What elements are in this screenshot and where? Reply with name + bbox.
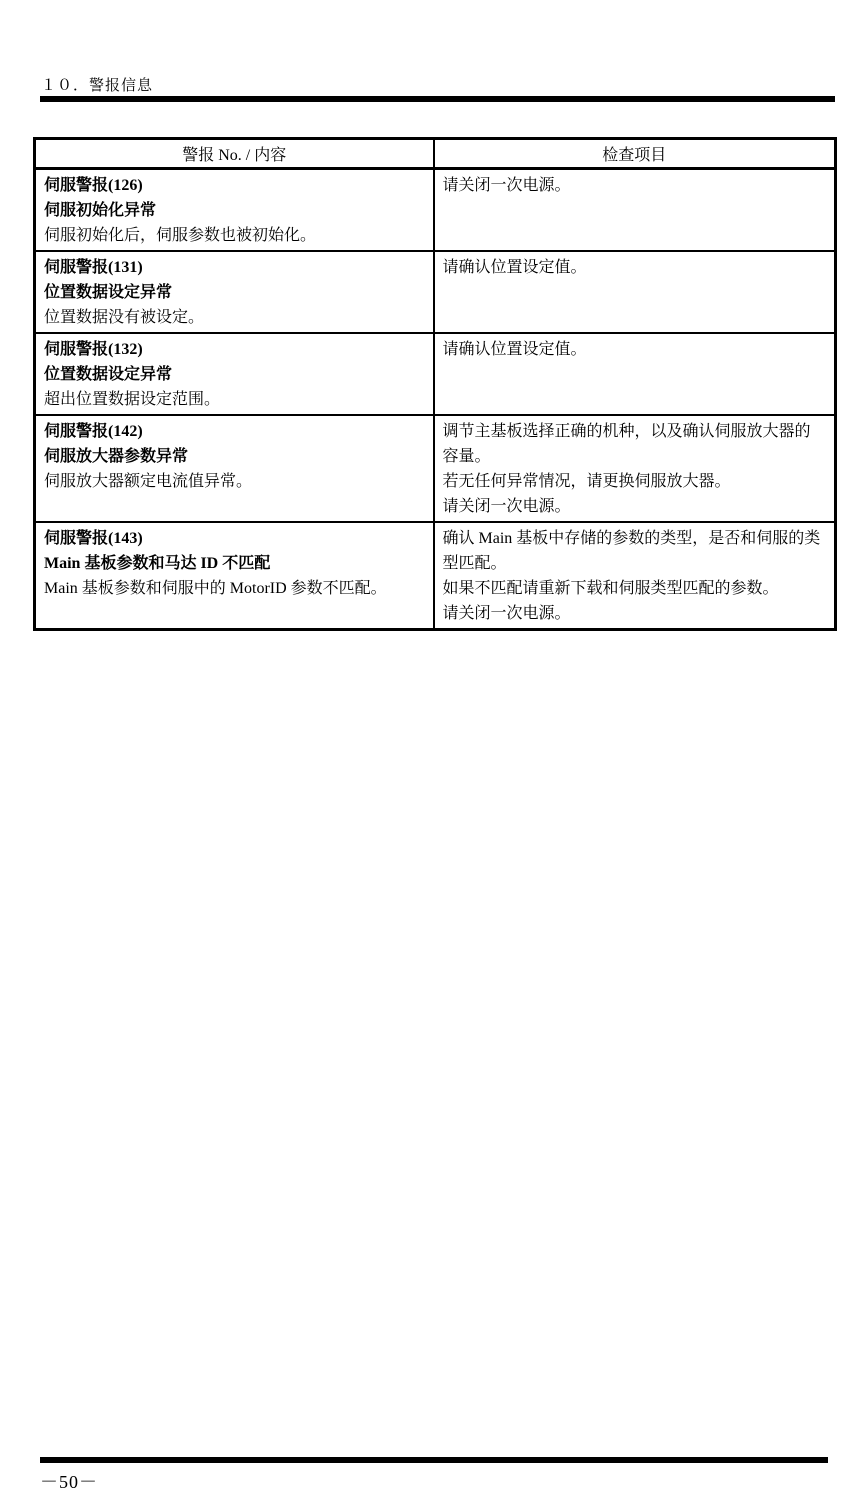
check-item-line: 请关闭一次电源。 [442,498,571,515]
check-items [443,255,827,280]
table-row [35,415,836,522]
alarm-cell [35,522,434,630]
check-item-line: 如果不匹配请重新下载和伺服类型匹配的参数。 [442,580,779,597]
alarm-desc-line: 伺服放大器额定电流值异常。 [44,473,253,490]
alarm-name: 伺服放大器参数异常 [44,448,189,465]
alarm-name: Main 基板参数和马达 ID 不匹配 [44,555,271,572]
check-cell [434,251,836,333]
check-items [443,337,827,362]
alarm-description [44,387,425,412]
alarm-title: 伺服警报(142) [44,423,143,440]
alarm-cell [35,251,434,333]
check-items [443,419,827,519]
alarm-name: 伺服初始化异常 [44,202,157,219]
alarm-title: 伺服警报(132) [44,341,143,358]
alarm-title: 伺服警报(131) [44,259,143,276]
table-row [35,522,836,630]
header-rule [40,96,835,102]
alarm-cell [35,333,434,415]
check-item-line: 请确认位置设定值。 [442,341,587,358]
alarm-description [44,223,425,248]
table-row [35,333,836,415]
alarm-name: 位置数据设定异常 [44,284,173,301]
check-cell [434,333,836,415]
alarm-desc-line: 伺服初始化后，伺服参数也被初始化。 [44,227,317,244]
check-item-line: 请确认位置设定值。 [442,259,587,276]
alarm-title: 伺服警报(126) [44,177,143,194]
alarm-description [44,305,425,330]
alarm-desc-line: 超出位置数据设定范围。 [44,391,221,408]
alarm-cell [35,169,434,252]
alarm-cell [35,415,434,522]
check-cell [434,522,836,630]
alarm-desc-line: 位置数据没有被设定。 [44,309,205,326]
check-item-line: 请关闭一次电源。 [442,177,571,194]
check-item-line: 确认 Main 基板中存储的参数的类型，是否和伺服的类型匹配。 [442,530,821,572]
check-item-line: 调节主基板选择正确的机种，以及确认伺服放大器的容量。 [442,423,811,465]
alarm-name: 位置数据设定异常 [44,366,173,383]
table-header-row [35,139,836,169]
table-row [35,251,836,333]
alarm-desc-line: Main 基板参数和伺服中的 MotorID 参数不匹配。 [44,580,387,597]
check-cell [434,169,836,252]
check-item-line: 若无任何异常情况，请更换伺服放大器。 [442,473,731,490]
chapter-title: １０．警报信息 [41,78,154,94]
table-row [35,169,836,252]
check-cell [434,415,836,522]
check-items [443,526,827,626]
alarm-description [44,469,425,494]
alarm-description [44,576,425,601]
column-header-check: 检查项目 [434,139,836,169]
footer-rule [40,1457,828,1463]
column-header-alarm: 警报 No. / 内容 [35,139,434,169]
check-items [443,173,827,198]
page-number: －50－ [40,1472,98,1492]
alarm-table [33,137,837,631]
alarm-title: 伺服警报(143) [44,530,143,547]
check-item-line: 请关闭一次电源。 [442,605,571,622]
